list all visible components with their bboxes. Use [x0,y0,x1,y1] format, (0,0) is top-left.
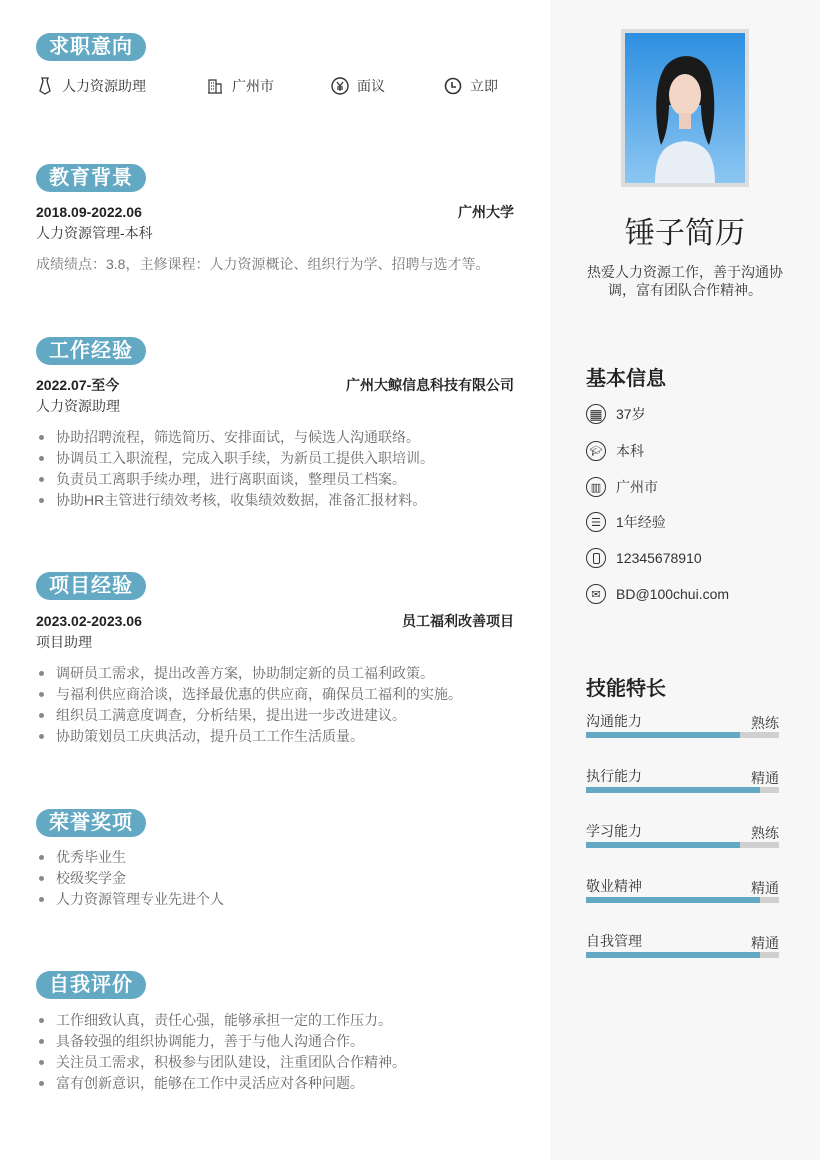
self-list [36,1010,406,1094]
info-city-text: 广州市 [616,479,658,495]
skill-item [586,931,779,951]
intent-position-text: 人力资源助理 [62,78,146,94]
list-item: 协助策划员工庆典活动，提升员工工作生活质量。 [36,726,462,747]
education-date: 2018.09-2022.06 [36,204,142,220]
skill-bar-fill [586,842,740,848]
list-item: 校级奖学金 [36,868,224,889]
profile-name: 锤子简历 [625,217,745,250]
skill-name: 自我管理 [586,933,642,949]
section-title-education: 教育背景 [36,164,146,192]
education-detail: 成绩绩点：3.8，主修课程：人力资源概论、组织行为学、招聘与选才等。 [36,256,490,272]
intent-availability [444,76,498,96]
info-degree-text: 本科 [616,443,644,459]
work-header [36,375,514,395]
info-email-text: BD@100chui.com [616,586,730,602]
list-item: 人力资源管理专业先进个人 [36,889,224,910]
project-list [36,663,462,747]
calendar-icon: ▦ [586,404,606,424]
envelope-icon: ✉ [586,584,606,604]
section-title-honors: 荣誉奖项 [36,809,146,837]
list-item: 关注员工需求，积极参与团队建设，注重团队合作精神。 [36,1052,406,1073]
intent-salary [331,76,385,96]
skill-bar-fill [586,952,760,958]
skill-bar [586,952,779,958]
skill-bar-fill [586,897,760,903]
skill-item [586,821,779,841]
list-item: 优秀毕业生 [36,847,224,868]
list-item: 与福利供应商洽谈，选择最优惠的供应商，确保员工福利的实施。 [36,684,462,705]
skill-item [586,711,779,731]
work-date: 2022.07-至今 [36,377,120,393]
info-phone [586,548,702,568]
skill-level: 精通 [751,880,779,896]
list-item: 协助招聘流程，筛选简历、安排面试，与候选人沟通联络。 [36,427,434,448]
skill-bar [586,787,779,793]
skill-name: 沟通能力 [586,713,642,729]
project-role: 项目助理 [36,634,92,650]
skill-bar [586,732,779,738]
yen-icon [331,77,349,95]
work-list [36,427,434,511]
skill-bar [586,897,779,903]
skill-name: 执行能力 [586,768,642,784]
intent-city-text: 广州市 [232,78,274,94]
education-school: 广州大学 [458,204,514,220]
list-item: 协调员工入职流程，完成入职手续，为新员工提供入职培训。 [36,448,434,469]
skills-title: 技能特长 [586,678,666,700]
education-major: 人力资源管理-本科 [36,225,153,241]
phone-icon [586,548,606,568]
clock-icon [444,77,462,95]
skill-name: 敬业精神 [586,878,642,894]
skill-level: 熟练 [751,715,779,731]
info-age [586,404,646,424]
info-city [586,477,658,497]
info-email [586,584,729,604]
info-phone-text: 12345678910 [616,550,702,566]
section-title-intent: 求职意向 [36,33,146,61]
graduation-cap-icon: 🎓︎ [586,441,606,461]
info-degree [586,441,644,461]
info-experience-text: 1年经验 [616,514,666,530]
project-date: 2023.02-2023.06 [36,613,142,629]
skill-item [586,766,779,786]
list-item: 调研员工需求，提出改善方案，协助制定新的员工福利政策。 [36,663,462,684]
skill-bar-fill [586,732,740,738]
skill-name: 学习能力 [586,823,642,839]
honors-list [36,847,224,910]
skill-level: 精通 [751,935,779,951]
intent-city [206,76,274,96]
list-item: 负责员工离职手续办理，进行离职面谈，整理员工档案。 [36,469,434,490]
list-item: 工作细致认真，责任心强，能够承担一定的工作压力。 [36,1010,406,1031]
project-name: 员工福利改善项目 [402,613,514,629]
skill-level: 精通 [751,770,779,786]
building-icon [206,77,224,95]
list-item: 富有创新意识，能够在工作中灵活应对各种问题。 [36,1073,406,1094]
info-experience [586,512,666,532]
work-role: 人力资源助理 [36,398,120,414]
skill-level: 熟练 [751,825,779,841]
section-title-self: 自我评价 [36,971,146,999]
intent-availability-text: 立即 [470,78,498,94]
tie-icon [36,77,54,95]
work-company: 广州大鲸信息科技有限公司 [346,377,514,393]
profile-photo [621,29,749,187]
list-item: 协助HR主管进行绩效考核，收集绩效数据，准备汇报材料。 [36,490,434,511]
education-header [36,202,514,222]
list-item: 具备较强的组织协调能力，善于与他人沟通合作。 [36,1031,406,1052]
intent-position [36,76,146,96]
portrait-image [625,33,745,183]
project-header [36,611,514,631]
list-item: 组织员工满意度调查，分析结果，提出进一步改进建议。 [36,705,462,726]
profile-summary: 热爱人力资源工作，善于沟通协调，富有团队合作精神。 [587,264,783,298]
building-icon: ▥ [586,477,606,497]
skill-bar [586,842,779,848]
skill-bar-fill [586,787,760,793]
intent-salary-text: 面议 [357,78,385,94]
clipboard-icon: ☰ [586,512,606,532]
info-age-text: 37岁 [616,406,646,422]
basic-info-title: 基本信息 [586,368,666,390]
section-title-work: 工作经验 [36,337,146,365]
skill-item [586,876,779,896]
section-title-project: 项目经验 [36,572,146,600]
